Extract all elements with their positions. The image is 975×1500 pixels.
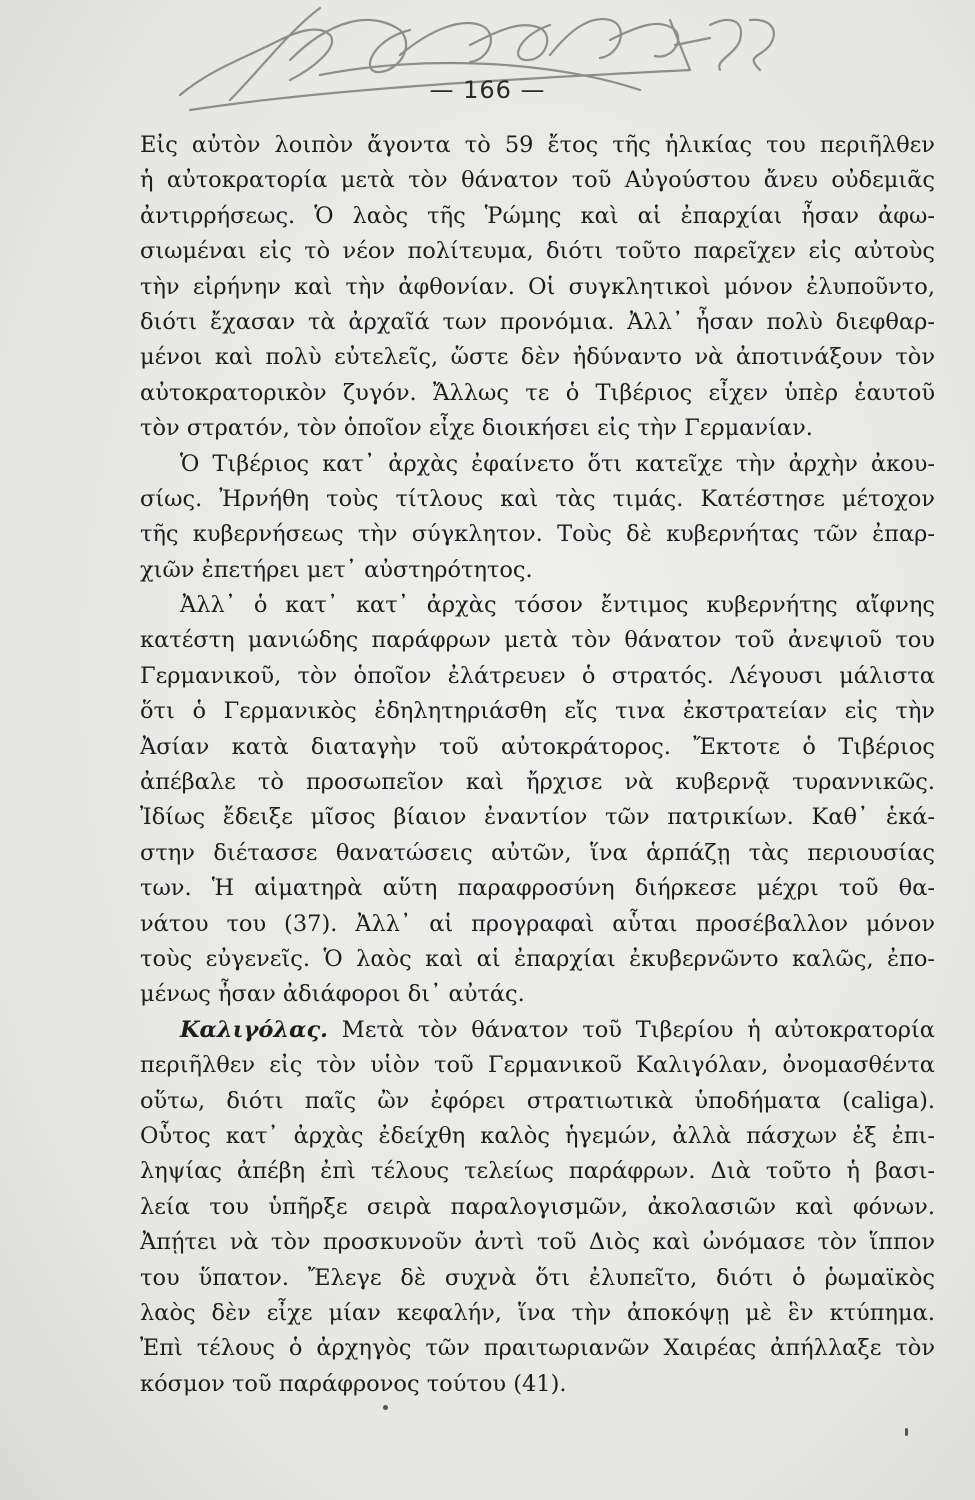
text-line: διότι ἔχασαν τὰ ἀρχαῖά των προνόμια. Ἀλλ᾽ ἦσαν πολὺ διεφθαρ- [140,308,935,335]
text-line: περιῆλθεν εἰς τὸν υἱὸν τοῦ Γερμανικοῦ Καλιγόλαν, ὀνομασθέντα [140,1052,935,1079]
text-line: ὅτι ὁ Γερμανικὸς ἐδηλητηριάσθη εἴς τινα ἐκστρατείαν εἰς τὴν [140,698,935,725]
text-line: ἀπέβαλε τὸ προσωπεῖον καὶ ἤρχισε νὰ κυβερνᾷ τυραννικῶς. [140,769,935,796]
text-line: αὐτοκρατορικὸν ζυγόν. Ἄλλως τε ὁ Τιβέριος εἶχεν ὑπὲρ ἑαυτοῦ [140,379,935,406]
text-line: Ἐπὶ τέλους ὁ ἀρχηγὸς τῶν πραιτωριανῶν Χαιρέας ἀπήλλαξε τὸν [140,1335,935,1362]
text-line: τὸν στρατόν, τὸν ὁποῖον εἶχε διοικήσει εἰς τὴν Γερμανίαν. [140,415,813,442]
text-line: Ἀλλ᾽ ὁ κατ᾽ κατ᾽ ἀρχὰς τόσον ἔντιμος κυβερνήτης αἴφνης [180,592,935,619]
text-line: κόσμον τοῦ παράφρονος τούτου (41). [140,1370,567,1397]
text-line: μένως ἦσαν ἀδιάφοροι δι᾽ αὐτάς. [140,981,525,1008]
text-line: οὕτω, διότι παῖς ὢν ἐφόρει στρατιωτικὰ ὑποδήματα (caliga). [140,1087,935,1114]
text-line: ἀντιρρήσεως. Ὁ λαὸς τῆς Ῥώμης καὶ αἱ ἐπαρχίαι ἦσαν ἀφω- [140,202,935,229]
text-line: τῆς κυβερνήσεως τὴν σύγκλητον. Τοὺς δὲ κυβερνήτας τῶν ἐπαρ- [140,521,935,548]
text-line: τὴν εἰρήνην καὶ τὴν ἀφθονίαν. Οἱ συγκλητικοὶ μόνον ἐλυποῦντο, [140,273,935,300]
text-line: Εἰς αὐτὸν λοιπὸν ἄγοντα τὸ 59 ἔτος τῆς ἡλικίας του περιῆλθεν [140,132,935,158]
text-line: Ἰδίως ἔδειξε μῖσος βίαιον ἐναντίον τῶν πατρικίων. Καθ᾽ ἑκά- [140,804,935,831]
ink-speck [383,1405,388,1410]
text-line: Γερμανικοῦ, τὸν ὁποῖον ἐλάτρευεν ὁ στρατός. Λέγουσι μάλιστα [140,662,935,689]
section-heading-caligula: Καλιγόλας. [180,1016,329,1043]
page-text [140,128,935,1402]
text-fragment: Μετὰ τὸν θάνατον τοῦ Τιβερίου ἡ αὐτοκρατορία [341,1016,936,1043]
text-line: Οὗτος κατ᾽ ἀρχὰς ἐδείχθη καλὸς ἡγεμών, ἀλλὰ πάσχων ἐξ ἐπι- [140,1122,935,1149]
text-line: Ἀσίαν κατὰ διαταγὴν τοῦ αὐτοκράτορος. Ἔκτοτε ὁ Τιβέριος [140,733,935,760]
text-line: λαὸς δὲν εἶχε μίαν κεφαλήν, ἵνα τὴν ἀποκόψῃ μὲ ἓν κτύπημα. [140,1299,935,1326]
text-line: τοὺς εὐγενεῖς. Ὁ λαὸς καὶ αἱ ἐπαρχίαι ἐκυβερνῶντο καλῶς, ἐπο- [140,945,935,972]
text-line: λεία του ὑπῆρξε σειρὰ παραλογισμῶν, ἀκολασιῶν καὶ φόνων. [140,1193,935,1220]
text-line: στην διέτασσε θανατώσεις αὐτῶν, ἵνα ἁρπάζῃ τὰς περιουσίας [140,839,935,866]
text-line: των. Ἡ αἱματηρὰ αὕτη παραφροσύνη διήρκεσε μέχρι τοῦ θα- [140,875,935,902]
text-line: Ὁ Τιβέριος κατ᾽ ἀρχὰς ἐφαίνετο ὅτι κατεῖχε τὴν ἀρχὴν ἀκου- [180,450,935,477]
ink-speck [905,1428,908,1436]
text-line: νάτου του (37). Ἀλλ᾽ αἱ προγραφαὶ αὗται προσέβαλλον μόνον [140,910,935,937]
caligula-first-line [140,1013,935,1048]
text-line: Ἀπῄτει νὰ τὸν προσκυνοῦν ἀντὶ τοῦ Διὸς καὶ ὠνόμασε τὸν ἵππον [140,1229,935,1256]
text-line: ἡ αὐτοκρατορία μετὰ τὸν θάνατον τοῦ Αὐγούστου ἄνευ οὐδεμιᾶς [140,167,935,194]
text-line: μένοι καὶ πολὺ εὐτελεῖς, ὥστε δὲν ἠδύναντο νὰ ἀποτινάξουν τὸν [140,344,935,371]
text-line: σιωμέναι εἰς τὸ νέον πολίτευμα, διότι τοῦτο παρεῖχεν εἰς αὐτοὺς [140,238,935,265]
text-line: χιῶν ἐπετήρει μετ᾽ αὐστηρότητος. [140,556,533,583]
text-line: του ὕπατον. Ἔλεγε δὲ συχνὰ ὅτι ἐλυπεῖτο, διότι ὁ ῥωμαϊκὸς [140,1264,935,1291]
text-line: κατέστη μανιώδης παράφρων μετὰ τὸν θάνατον τοῦ ἀνεψιοῦ του [140,627,935,654]
page-number: — 166 — [429,76,546,104]
text-line: σίως. Ἠρνήθη τοὺς τίτλους καὶ τὰς τιμάς. Κατέστησε μέτοχον [140,485,935,512]
text-line: ληψίας ἀπέβη ἐπὶ τέλους τελείως παράφρων. Διὰ τοῦτο ἡ βασι- [140,1158,935,1185]
handwritten-signature [170,0,810,130]
